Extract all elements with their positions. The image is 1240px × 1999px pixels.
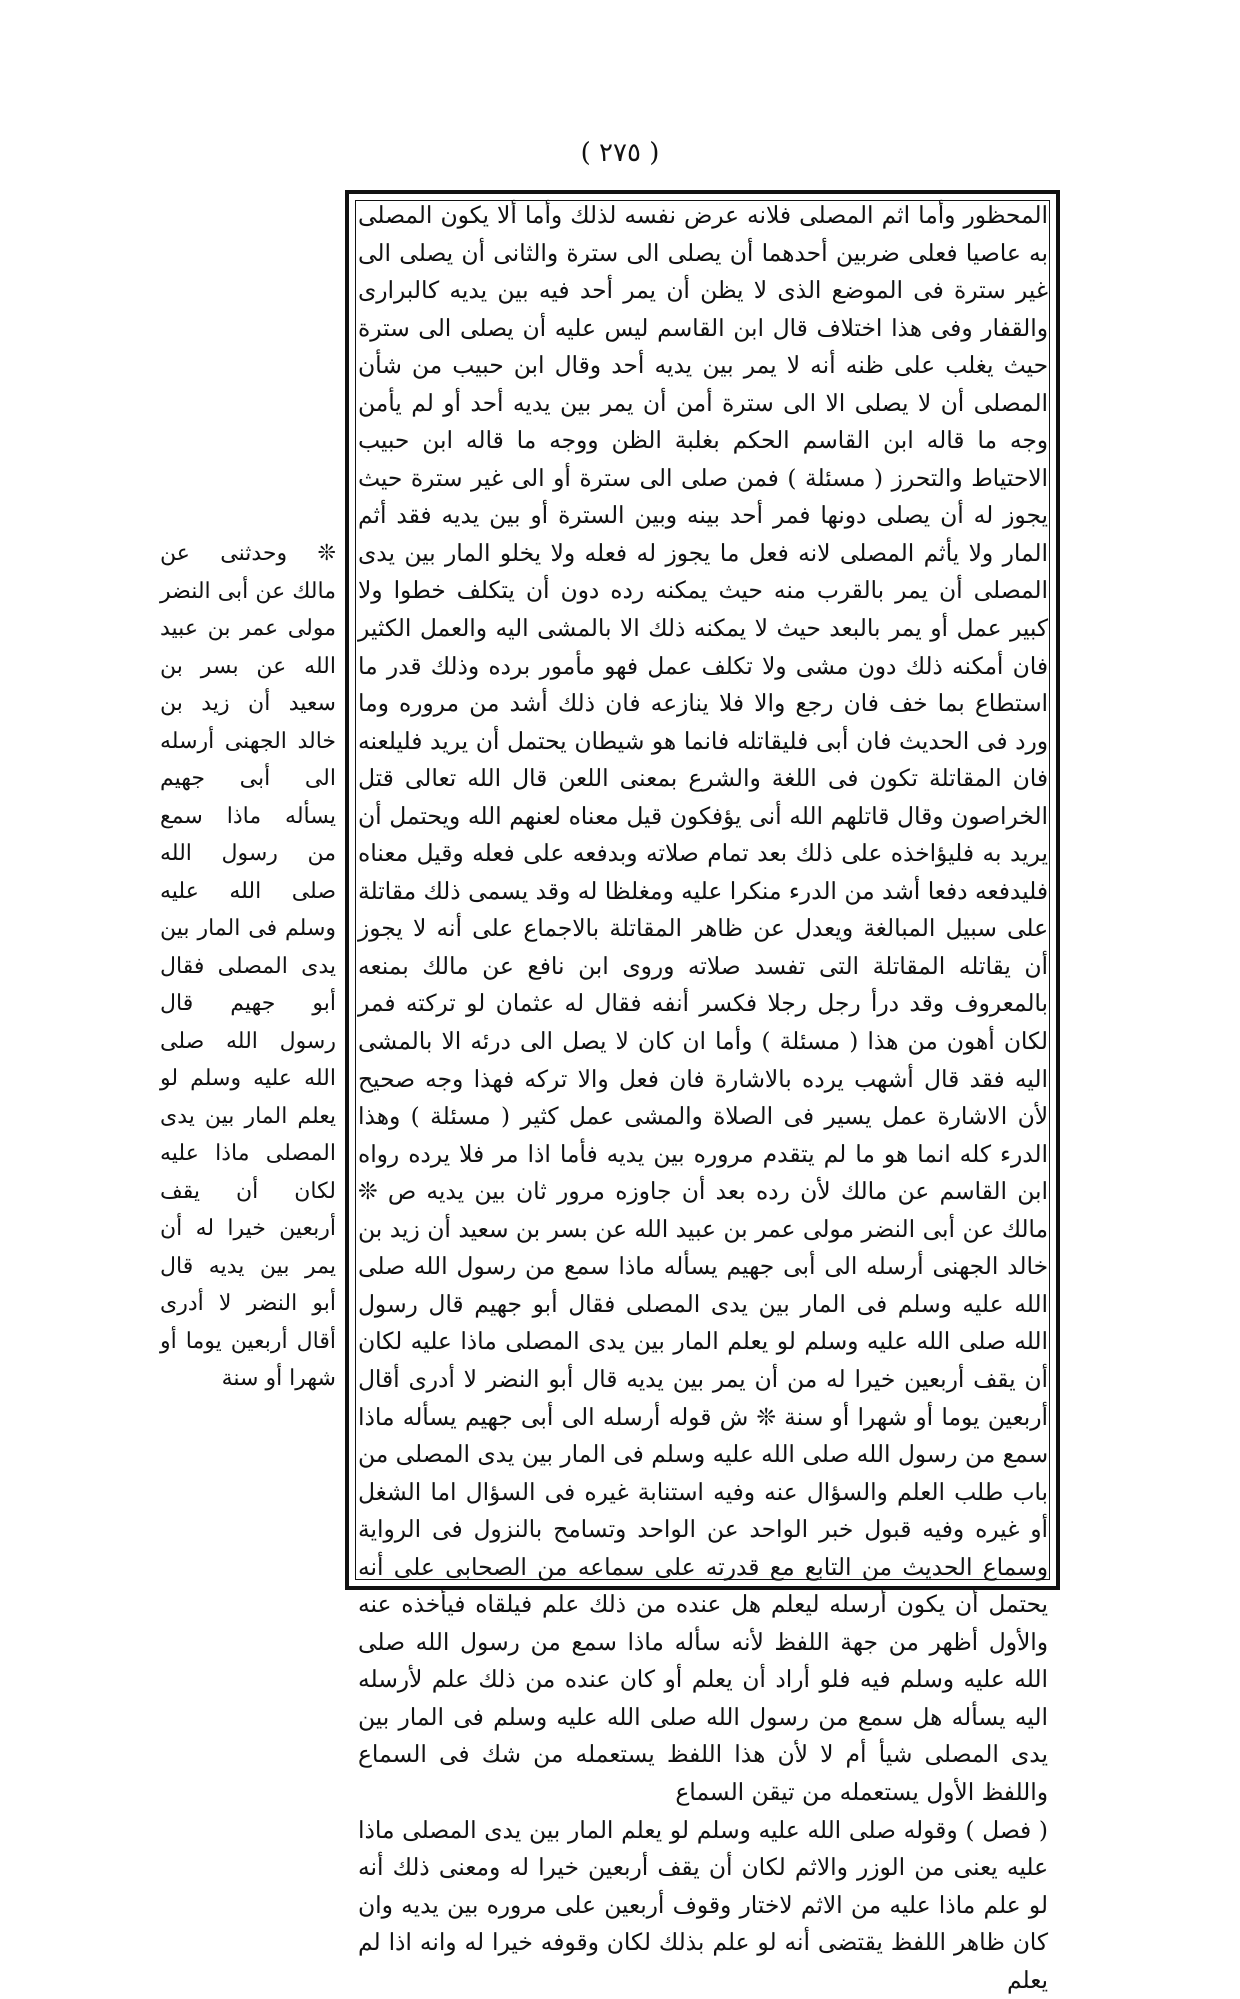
- main-text-block: [358, 197, 1048, 1994]
- fasl-paragraph: ( فصل ) وقوله صلى الله عليه وسلم لو يعلم المار بين يدى المصلى ماذا عليه يعنى من الوزر والاثم لكان أن يقف أربعين خيرا له ومعنى ذلك أنه لو علم ماذا عليه من الاثم لاختار وقوف أربعين على مروره بين يديه وان كان ظاهر اللفظ يقتضى أنه لو علم بذلك لكان وقوفه خيرا له وانه اذا لم يعلم: [358, 1816, 1048, 1994]
- margin-hadith-note: ❊ وحدثنى عن مالك عن أبى النضر مولى عمر بن عبيد الله عن بسر بن سعيد أن زيد بن خالد الجهنى أرسله الى أبى جهيم يسأله ماذا سمع من رسول الله صلى الله عليه وسلم فى المار بين يدى المصلى فقال أبو جهيم قال رسول الله صلى الله عليه وسلم لو يعلم المار بين يدى المصلى ماذا عليه لكان أن يقف أربعين خيرا له أن يمر بين يديه قال أبو النضر لا أدرى أقال أربعين يوما أو شهرا أو سنة: [160, 541, 336, 1391]
- commentary-paragraph: المحظور وأما اثم المصلى فلانه عرض نفسه لذلك وأما ألا يكون المصلى به عاصيا فعلى ضربين أحدهما أن يصلى الى سترة والثانى أن يصلى الى غير سترة فى الموضع الذى لا يظن أن يمر أحد فيه بين يديه كالبرارى والقفار وفى هذا اختلاف قال ابن القاسم ليس عليه أن يصلى الى سترة حيث يغلب على ظنه أنه لا يمر بين يديه أحد وقال ابن حبيب من شأن المصلى أن لا يصلى الا الى سترة أمن أن يمر بين يديه أحد أو لم يأمن وجه ما قاله ابن القاسم الحكم بغلبة الظن ووجه ما قاله ابن حبيب الاحتياط والتحرز ( مسئلة ) فمن صلى الى سترة أو الى غير سترة حيث يجوز له أن يصلى دونها فمر أحد بينه وبين السترة أو بين يديه فقد أثم المار ولا يأثم المصلى لانه فعل ما يجوز له فعله ولا يخلو المار بين يدى المصلى أن يمر بالقرب منه حيث يمكنه رده دون أن يتكلف خطوا ولا كبير عمل أو يمر بالبعد حيث لا يمكنه ذلك الا بالمشى اليه والعمل الكثير فان أمكنه ذلك دون مشى ولا تكلف عمل فهو مأمور برده وذلك قدر ما استطاع بما خف فان رجع والا فلا ينازعه فان ذلك أشد من مروره وما ورد فى الحديث فان أبى فليقاتله فانما هو شيطان يحتمل أن يريد فليلعنه فان المقاتلة تكون فى اللغة والشرع بمعنى اللعن قال الله تعالى قتل الخراصون وقال قاتلهم الله أنى يؤفكون قيل معناه لعنهم الله ويحتمل أن يريد به فليؤاخذه على ذلك بعد تمام صلاته وبدفعه على فعله وقيل معناه فليدفعه دفعا أشد من الدرء منكرا عليه ومغلظا له وقد يسمى ذلك مقاتلة على سبيل المبالغة ويعدل عن ظاهر المقاتلة بالاجماع على أنه لا يجوز أن يقاتله المقاتلة التى تفسد صلاته وروى ابن نافع عن مالك بمنعه بالمعروف وقد درأ رجل رجلا فكسر أنفه فقال له عثمان لو تركته فمر لكان أهون من هذا ( مسئلة ) وأما ان كان لا يصل الى درئه الا بالمشى اليه فقد قال أشهب يرده بالاشارة فان فعل والا تركه فهذا وجه صحيح لأن الاشارة عمل يسير فى الصلاة والمشى عمل كثير ( مسئلة ) وهذا الدرء كله انما هو ما لم يتقدم مروره بين يديه فأما اذا مر فلا يرده رواه ابن القاسم عن مالك لأن رده بعد أن جاوزه مرور ثان بين يديه ص ❊ مالك عن أبى النضر مولى عمر بن عبيد الله عن بسر بن سعيد أن زيد بن خالد الجهنى أرسله الى أبى جهيم يسأله ماذا سمع من رسول الله صلى الله عليه وسلم فى المار بين يدى المصلى فقال أبو جهيم قال رسول الله صلى الله عليه وسلم لو يعلم المار بين يدى المصلى ماذا عليه لكان أن يقف أربعين خيرا له من أن يمر بين يديه قال أبو النضر لا أدرى أقال أربعين يوما أو شهرا أو سنة ❊ ش قوله أرسله الى أبى جهيم يسأله ماذا سمع من رسول الله صلى الله عليه وسلم فى المار بين يدى المصلى من باب طلب العلم والسؤال عنه وفيه استنابة غيره فى السؤال اما الشغل أو غيره وفيه قبول خبر الواحد عن الواحد وتسامح بالنزول فى الرواية وسماع الحديث من التابع مع قدرته على سماعه من الصحابى على أنه يحتمل أن يكون أرسله ليعلم هل عنده من ذلك علم فيلقاه فيأخذه عنه والأول أظهر من جهة اللفظ لأنه سأله ماذا سمع من رسول الله صلى الله عليه وسلم فيه فلو أراد أن يعلم أو كان عنده من ذلك علم لأرسله اليه يسأله هل سمع من رسول الله صلى الله عليه وسلم فى المار بين يدى المصلى شيأ أم لا لأن هذا اللفظ يستعمله من شك فى السماع واللفظ الأول يستعمله من تيقن السماع: [358, 202, 1048, 1806]
- page-number: ( ٢٧٥ ): [580, 138, 660, 168]
